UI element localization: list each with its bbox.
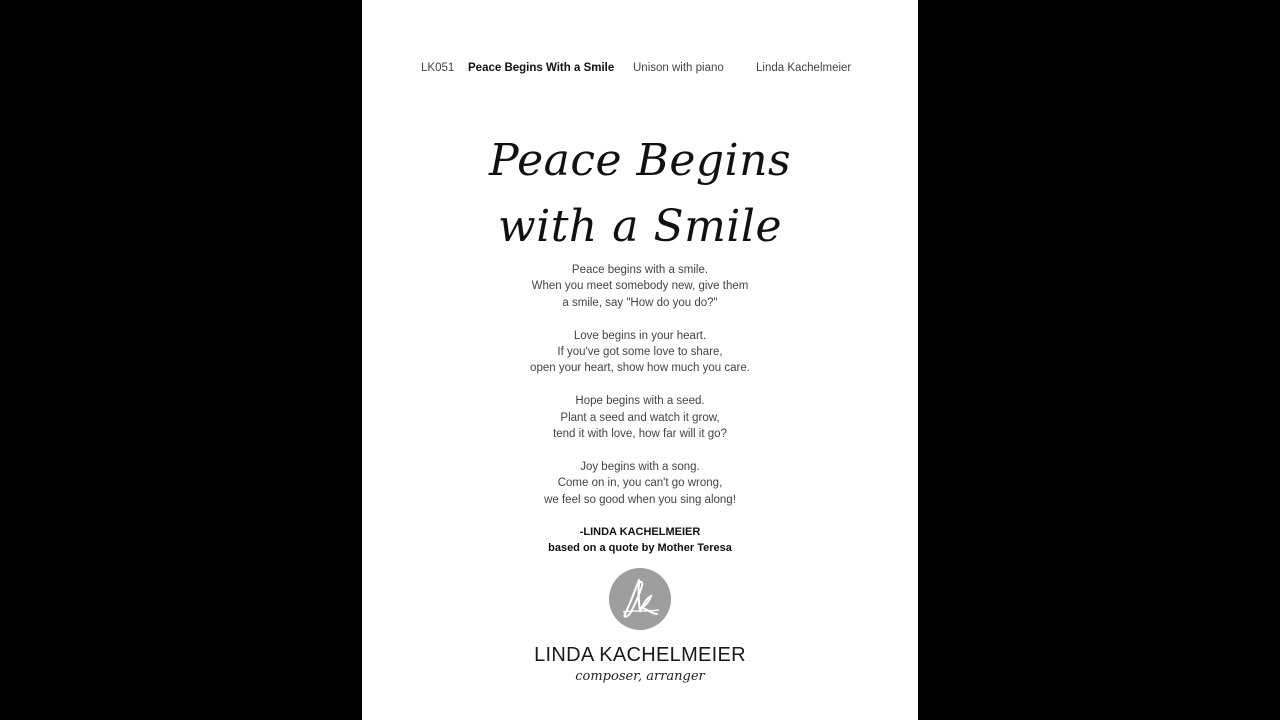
- footer-name: LINDA KACHELMEIER: [534, 644, 746, 666]
- catalog-code: LK051: [421, 62, 455, 74]
- credit-source: based on a quote by Mother Teresa: [548, 542, 732, 555]
- footer-role: composer, arranger: [575, 669, 705, 684]
- lyric-line: If you've got some love to share,: [557, 346, 723, 359]
- lyric-line: Love begins in your heart.: [573, 329, 707, 342]
- lyric-line: Joy begins with a song.: [580, 460, 700, 473]
- stanza: [362, 393, 918, 442]
- lyric-line: we feel so good when you sing along!: [544, 493, 736, 506]
- stanza: [362, 262, 918, 311]
- page-title: [362, 128, 918, 260]
- lyric-line: Plant a seed and watch it grow,: [560, 411, 720, 424]
- header-voicing: Unison with piano: [633, 62, 724, 74]
- title-line-1: Peace Begins: [488, 135, 792, 186]
- lyric-line: open your heart, show how much you care.: [530, 362, 750, 375]
- stanza: [362, 459, 918, 508]
- lyric-line: Come on in, you can't go wrong,: [557, 477, 723, 490]
- credit-author: -LINDA KACHELMEIER: [579, 526, 701, 538]
- stanza: [362, 328, 918, 377]
- lyric-line: When you meet somebody new, give them: [531, 280, 749, 293]
- credit: [362, 524, 918, 557]
- lyrics: [362, 262, 918, 524]
- lyric-line: a smile, say "How do you do?": [562, 296, 718, 309]
- document-page: [362, 0, 918, 720]
- lyric-line: Hope begins with a seed.: [575, 395, 705, 408]
- title-line-2: with a Smile: [497, 201, 782, 252]
- header-title: Peace Begins With a Smile: [468, 62, 615, 74]
- lyric-line: tend it with love, how far will it go?: [553, 428, 727, 441]
- lyric-line: Peace begins with a smile.: [571, 264, 709, 276]
- header-composer: Linda Kachelmeier: [756, 62, 852, 74]
- lk-logo-icon: [609, 568, 671, 630]
